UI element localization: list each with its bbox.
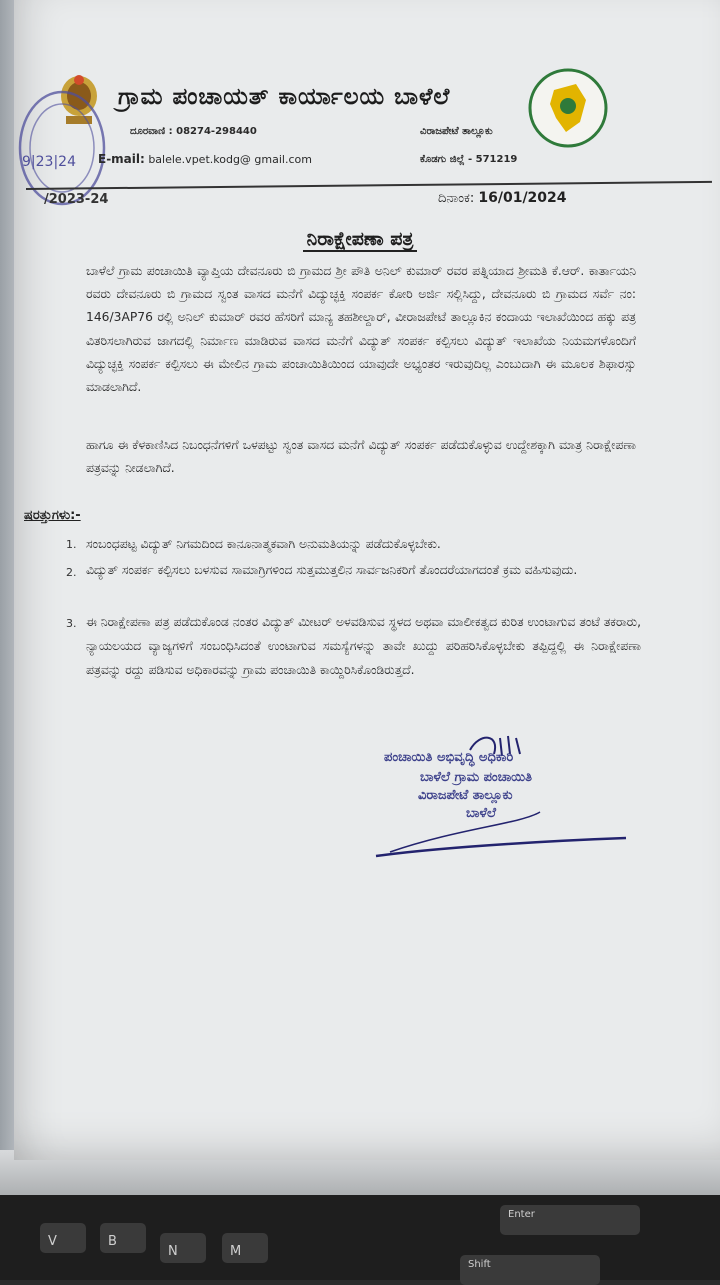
paragraph-2: ಹಾಗೂ ಈ ಕೆಳಕಾಣಿಸಿದ ನಿಬಂಧನೆಗಳಿಗೆ ಒಳಪಟ್ಟು ಸ್ವಂತ ವಾಸದ ಮನೆಗೆ ವಿದ್ಯುತ್ ಸಂಪರ್ಕ ಪಡೆದುಕೊಳ್ಳುವ ಉದ್ದೇಶಕ್ಕಾಗಿ ಮಾತ್ರ ನಿರಾಕ್ಷೇಪಣಾ ಪತ್ರವನ್ನು ನೀಡಲಾಗಿದೆ. [86,438,636,476]
key-n: N [160,1233,206,1263]
conditions-heading: ಷರತ್ತುಗಳು:- [24,508,81,523]
taluk-text: ವಿರಾಜಪೇಟೆ ತಾಲ್ಲೂಕು [420,126,493,137]
key-v: V [40,1223,86,1253]
condition-number: 2. [66,566,77,579]
paragraph-1: ಬಾಳೆಲೆ ಗ್ರಾಮ ಪಂಚಾಯಿತಿ ವ್ಯಾಪ್ತಿಯ ದೇವನೂರು ಬಿ ಗ್ರಾಮದ ಶ್ರೀ ಪೌತಿ ಅನಿಲ್ ಕುಮಾರ್ ರವರ ಪತ್ನಿಯಾದ ಶ್ರೀಮತಿ ಕೆ.ಆರ್. ಕಾರ್ತಾಯನಿ ರವರು ದೇವನೂರು ಬಿ ಗ್ರಾಮದ ಸ್ವಂತ ವಾಸದ ಮನೆಗೆ ವಿದ್ಯುಚ್ಛಕ್ತಿ ಸಂಪರ್ಕ ಕೋರಿ ಅರ್ಜಿ ಸಲ್ಲಿಸಿದ್ದು, ದೇವನೂರು ಬಿ ಗ್ರಾಮದ ಸರ್ವೆ ನಂ: 146/3AP76 ರಲ್ಲಿ ಅನಿಲ್ ಕುಮಾರ್ ರವರ ಹೆಸರಿಗೆ ಮಾನ್ಯ ತಹಶೀಲ್ದಾರ್, ವೀರಾಜಪೇಟೆ ತಾಲ್ಲೂಕಿನ ಕಂದಾಯ ಇಲಾಖೆಯಿಂದ ಹಕ್ಕು ಪತ್ರ ವಿತರಿಸಲಾಗಿರುವ ಜಾಗದಲ್ಲಿ ನಿರ್ಮಾಣ ಮಾಡಿರುವ ವಾಸದ ಮನೆಗೆ ವಿದ್ಯುತ್ ಸಂಪರ್ಕ ಕಲ್ಪಿಸಲು ವಿದ್ಯುತ್ ಇಲಾಖೆಯ ನಿಯಮಗಳೊಂದಿಗೆ ವಿದ್ಯುಚ್ಛಕ್ತಿ ಸಂಪರ್ಕ ಕಲ್ಪಿಸಲು ಈ ಮೇಲಿನ ಗ್ರಾಮ ಪಂಚಾಯಿತಿಯಿಂದ ಯಾವುದೇ ಅಭ್ಯಂತರ ಇರುವುದಿಲ್ಲ ಎಂಬುದಾಗಿ ಈ ಮೂಲಕ ಶಿಫಾರಸ್ಸು ಮಾಡಲಾಗಿದೆ. [86,264,636,395]
email-line: E-mail: balele.vpet.kodg@ gmail.com [98,152,312,166]
condition-number: 3. [66,617,77,630]
condition-number: 1. [66,538,77,551]
email-address: balele.vpet.kodg@ gmail.com [148,153,312,166]
phone-number: 08274-298440 [176,126,257,137]
condition-item: ಈ ನಿರಾಕ್ಷೇಪಣಾ ಪತ್ರ ಪಡೆದುಕೊಂಡ ನಂತರ ವಿದ್ಯುತ್ ಮೀಟರ್ ಅಳವಡಿಸುವ ಸ್ಥಳದ ಅಥವಾ ಮಾಲೀಕತ್ವದ ಕುರಿತ ಉಂಟಾಗುವ ತಂಟೆ ತಕರಾರು, ನ್ಯಾಯಲಯದ ವ್ಯಾಜ್ಯಗಳಿಗೆ ಸಂಬಂಧಿಸಿದಂತೆ ಉಂಟಾಗುವ ಸಮಸ್ಯೆಗಳನ್ನು ತಾವೇ ಖುದ್ದು ಪರಿಹರಿಸಿಕೊಳ್ಳಬೇಕು ತಪ್ಪಿದ್ದಲ್ಲಿ ಈ ನಿರಾಕ್ಷೇಪಣಾ ಪತ್ರವನ್ನು ರದ್ದು ಪಡಿಸುವ ಅಧಿಕಾರವನ್ನು ಗ್ರಾಮ ಪಂಚಾಯಿತಿ ಕಾಯ್ದಿರಿಸಿಕೊಂಡಿರುತ್ತದೆ. [86,615,641,677]
key-enter: Enter [500,1205,640,1235]
reference-number: /2023-24 [44,192,109,207]
panchayat-logo-icon [526,66,610,150]
signature-designation: ಪಂಚಾಯಿತಿ ಅಭಿವೃದ್ಧಿ ಅಧಿಕಾರಿ [384,750,514,765]
office-title: ಗ್ರಾಮ ಪಂಚಾಯತ್ ಕಾರ್ಯಾಲಯ ಬಾಳೆಲೆ [118,84,451,110]
key-m: M [222,1233,268,1263]
date-line: ದಿನಾಂಕ: 16/01/2024 [438,190,567,206]
signature-place: ಬಾಳೆಲೆ [466,806,496,821]
svg-text:9|23|24: 9|23|24 [22,154,76,170]
document-title: ನಿರಾಕ್ಷೇಪಣಾ ಪತ್ರ [0,228,720,250]
key-shift: Shift [460,1255,600,1285]
signature-panchayat: ಬಾಳೆಲೆ ಗ್ರಾಮ ಪಂಚಾಯಿತಿ [420,770,533,785]
date-value: 16/01/2024 [478,190,567,206]
keyboard [0,1195,720,1280]
phone-label: ದೂರವಾಣಿ : 08274-298440 [130,126,257,137]
condition-item: ವಿದ್ಯುತ್ ಸಂಪರ್ಕ ಕಲ್ಪಿಸಲು ಬಳಸುವ ಸಾಮಾಗ್ರಿಗಳಿಂದ ಸುತ್ತಮುತ್ತಲಿನ ಸಾರ್ವಜನಿಕರಿಗೆ ತೊಂದರೆಯಾಗದಂತೆ ಕ್ರಮ ವಹಿಸುವುದು. [86,563,578,577]
signature-taluk: ವಿರಾಜಪೇಟೆ ತಾಲ್ಲೂಕು [418,788,513,803]
signature-block [370,728,630,868]
key-b: B [100,1223,146,1253]
district-text: ಕೊಡಗು ಜಿಲ್ಲೆ - 571219 [420,154,518,165]
condition-item: ಸಂಬಂಧಪಟ್ಟ ವಿದ್ಯುತ್ ನಿಗಮದಿಂದ ಕಾನೂನಾತ್ಮಕವಾಗಿ ಅನುಮತಿಯನ್ನು ಪಡೆದುಕೊಳ್ಳಬೇಕು. [86,537,441,551]
